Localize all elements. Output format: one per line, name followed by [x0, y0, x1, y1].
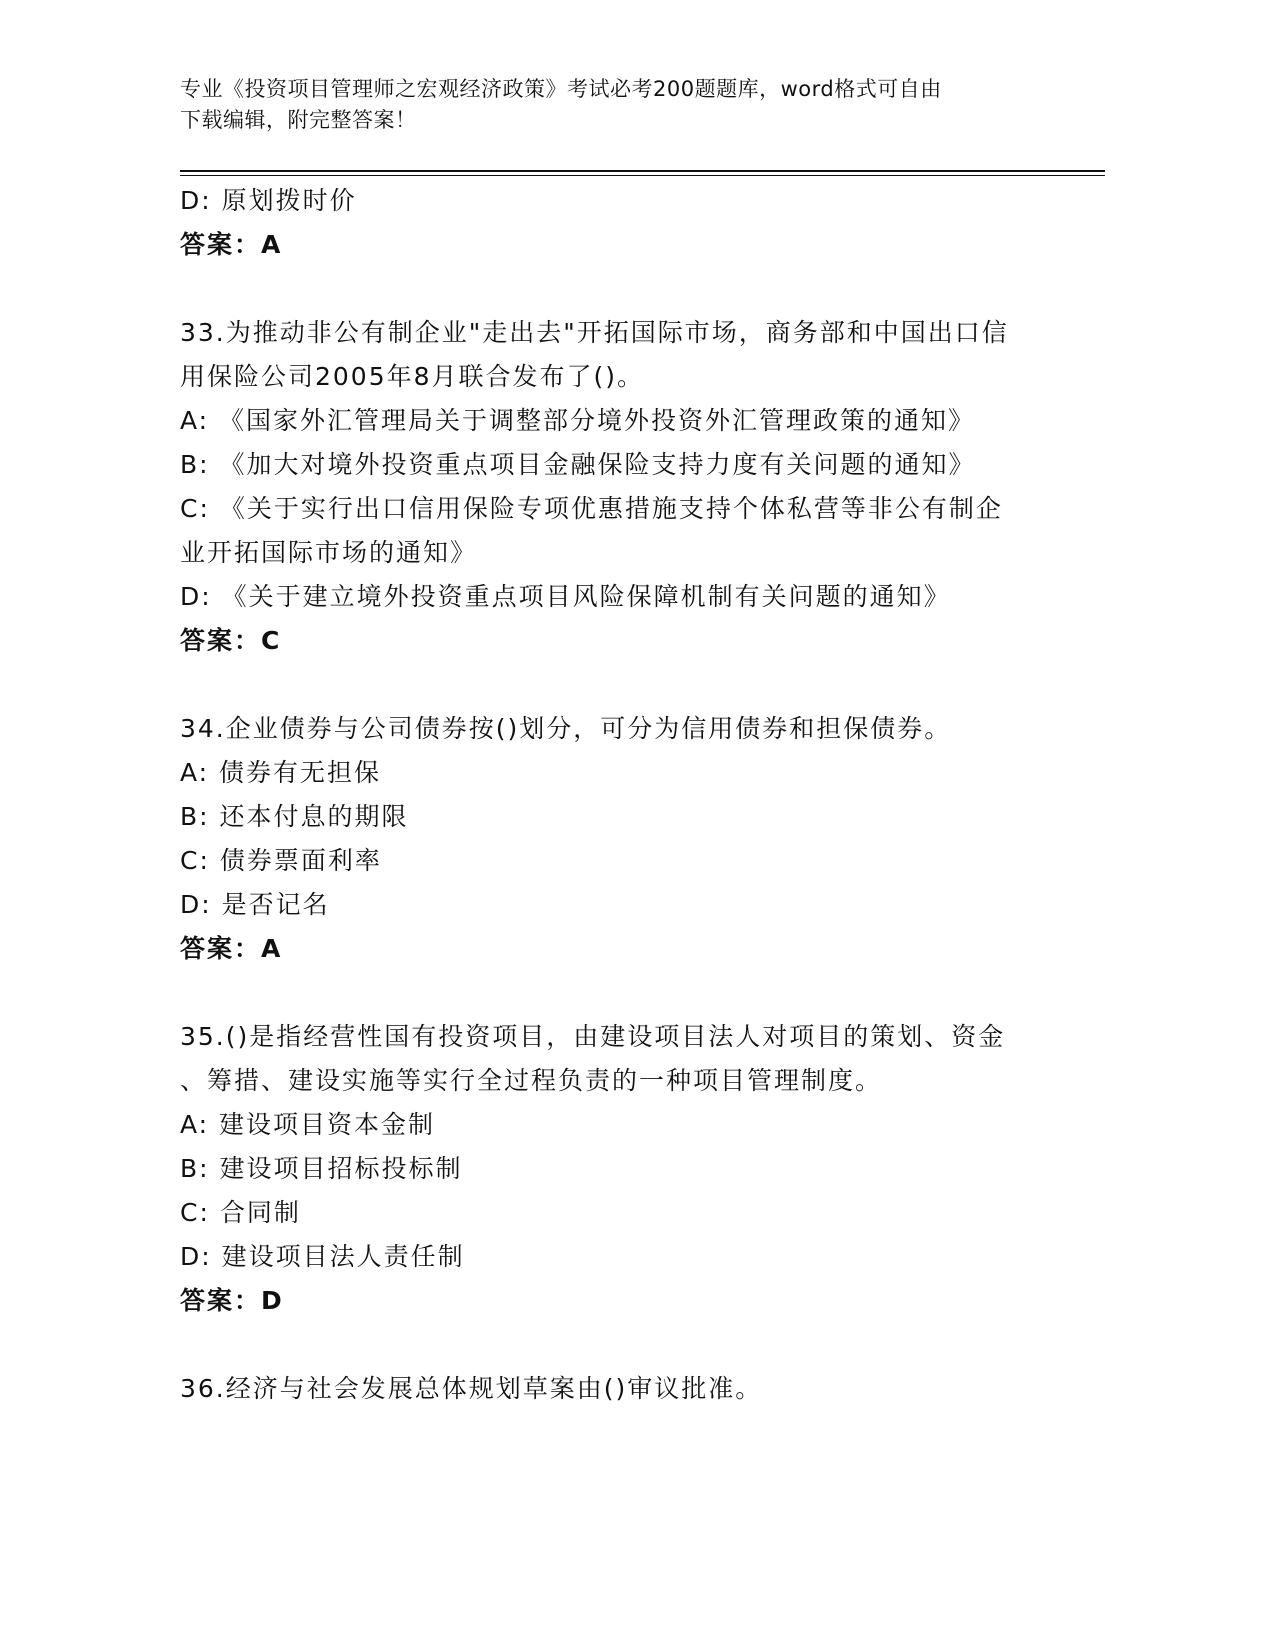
page-header: [180, 74, 1080, 136]
question-stem-line-2: 、筹措、建设实施等实行全过程负责的一种项目管理制度。: [180, 1066, 883, 1095]
option-b: B: 还本付息的期限: [180, 802, 409, 831]
question-block-36: [180, 1367, 1040, 1411]
question-block-34: [180, 707, 1040, 971]
option-b: B: 《加大对境外投资重点项目金融保险支持力度有关问题的通知》: [180, 450, 976, 479]
question-list: [180, 179, 1040, 1411]
question-stem: 34.企业债券与公司债券按()划分，可分为信用债券和担保债券。: [180, 714, 952, 743]
spacer: [180, 1323, 1040, 1367]
option-a: A: 建设项目资本金制: [180, 1110, 436, 1139]
question-stem: 36.经济与社会发展总体规划草案由()审议批准。: [180, 1374, 763, 1403]
option-c: C: 债券票面利率: [180, 846, 382, 875]
header-line-2: 下载编辑，附完整答案！: [180, 108, 417, 132]
question-block-prev: [180, 179, 1040, 267]
option-c-line-1: C: 《关于实行出口信用保险专项优惠措施支持个体私营等非公有制企: [180, 494, 1003, 523]
option-d: D: 是否记名: [180, 890, 330, 919]
option-d: D: 原划拨时价: [180, 186, 357, 215]
header-rule-thick: [180, 170, 1105, 172]
option-d: D: 建设项目法人责任制: [180, 1242, 465, 1271]
question-stem-line-1: 35.()是指经营性国有投资项目，由建设项目法人对项目的策划、资金: [180, 1022, 1006, 1051]
question-block-33: [180, 311, 1040, 663]
answer-line: 答案：A: [180, 934, 283, 963]
option-b: B: 建设项目招标投标制: [180, 1154, 463, 1183]
header-line-1: 专业《投资项目管理师之宏观经济政策》考试必考200题题库，word格式可自由: [180, 77, 942, 101]
answer-line: 答案：A: [180, 230, 283, 259]
spacer: [180, 663, 1040, 707]
answer-line: 答案：D: [180, 1286, 284, 1315]
answer-line: 答案：C: [180, 626, 282, 655]
header-rule-thin: [180, 175, 1105, 176]
question-block-35: [180, 1015, 1040, 1323]
spacer: [180, 971, 1040, 1015]
question-stem-line-1: 33.为推动非公有制企业"走出去"开拓国际市场，商务部和中国出口信: [180, 318, 1009, 347]
spacer: [180, 267, 1040, 311]
option-a: A: 《国家外汇管理局关于调整部分境外投资外汇管理政策的通知》: [180, 406, 976, 435]
question-stem-line-2: 用保险公司2005年8月联合发布了()。: [180, 362, 645, 391]
option-c: C: 合同制: [180, 1198, 301, 1227]
option-a: A: 债券有无担保: [180, 758, 382, 787]
option-c-line-2: 业开拓国际市场的通知》: [180, 538, 478, 567]
option-d: D: 《关于建立境外投资重点项目风险保障机制有关问题的通知》: [180, 582, 951, 611]
